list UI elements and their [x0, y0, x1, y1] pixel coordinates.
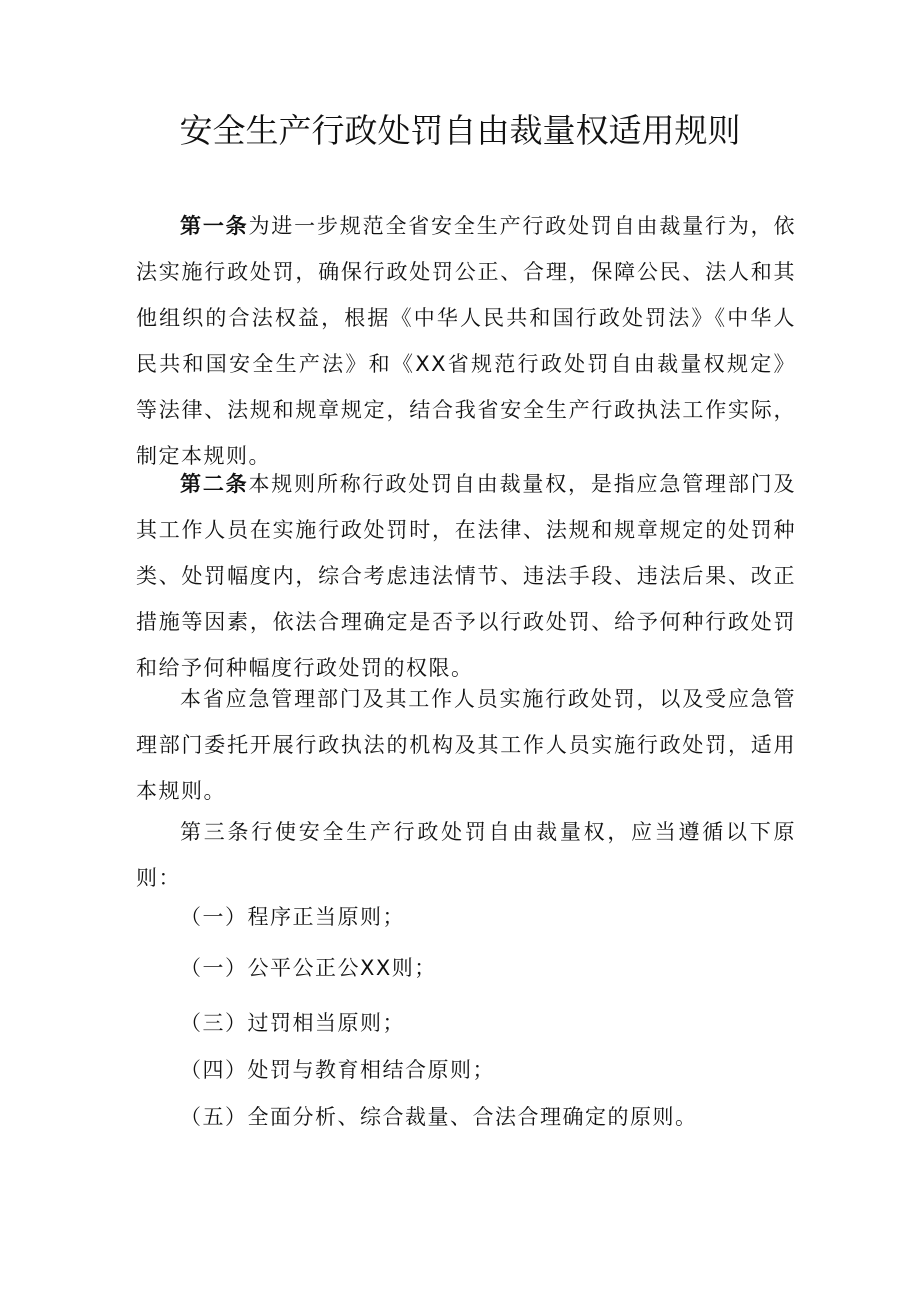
article-1-heading: 第一条: [180, 214, 249, 238]
article-2-text: 本规则所称行政处罚自由裁量权，是指应急管理部门及其工作人员在实施行政处罚时，在法律、法规和规章规定的处罚种类、处罚幅度内，综合考虑违法情节、违法手段、违法后果、改正措施等因素，依法合理确定是否予以行政处罚、给予何种行政处罚和给予何种幅度行政处罚的权限。: [136, 472, 797, 680]
principle-item-4: （四）处罚与教育相结合原则；: [180, 1058, 495, 1082]
principle-item-1: （一）程序正当原则；: [180, 905, 405, 929]
scope-paragraph: 本省应急管理部门及其工作人员实施行政处罚，以及受应急管理部门委托开展行政执法的机构及其工作人员实施行政处罚，适用本规则。: [136, 687, 796, 803]
document-title: 安全生产行政处罚自由裁量权适用规则: [179, 111, 741, 150]
article-1-paragraph: [136, 203, 796, 479]
principle-item-2: （一）公平公正公XX则；: [180, 956, 437, 980]
article-2-heading: 第二条: [180, 472, 249, 496]
principle-item-5: （五）全面分析、综合裁量、合法合理确定的原则。: [180, 1105, 698, 1129]
article-2-paragraph: [136, 461, 796, 691]
principle-item-3: （三）过罚相当原则；: [180, 1011, 405, 1035]
article-1-text: 为进一步规范全省安全生产行政处罚自由裁量行为，依法实施行政处罚，确保行政处罚公正、合理，保障公民、法人和其他组织的合法权益，根据《中华人民共和国行政处罚法》《中华人民共和国安全生产法》和《XX省规范行政处罚自由裁量权规定》等法律、法规和规章规定，结合我省安全生产行政执法工作实际，制定本规则。: [136, 214, 797, 468]
article-3-paragraph: 第三条行使安全生产行政处罚自由裁量权，应当遵循以下原则：: [136, 820, 796, 890]
